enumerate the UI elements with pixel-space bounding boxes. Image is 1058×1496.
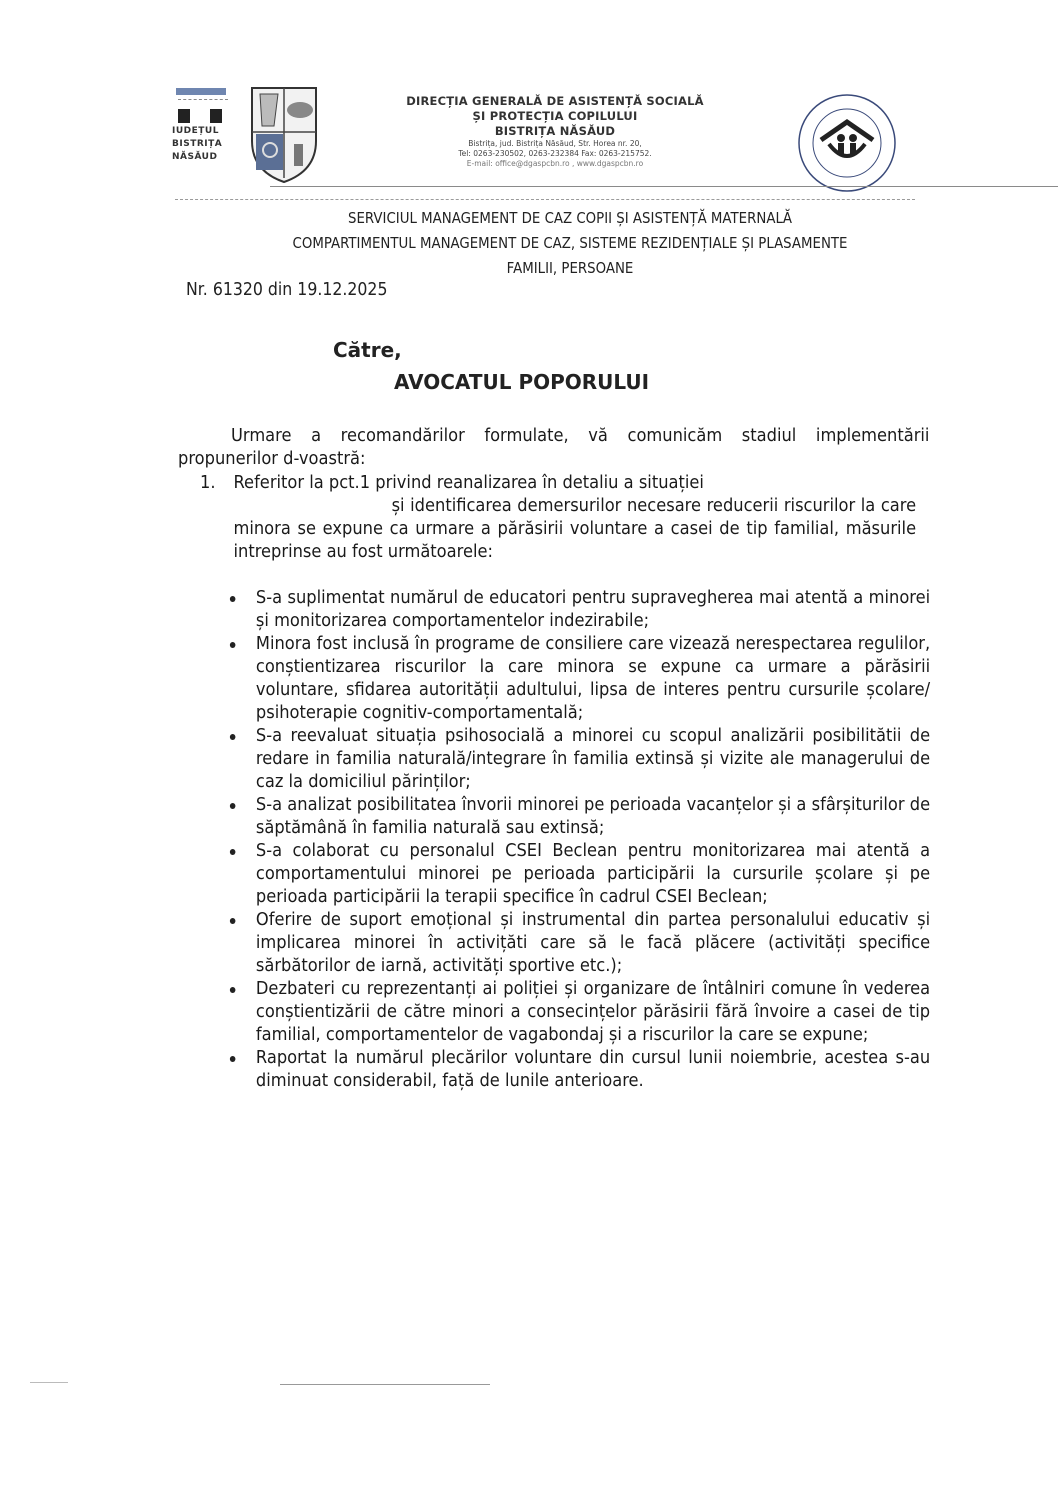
footer-mark-left (30, 1382, 68, 1383)
list-item-text: S-a suplimentat numărul de educatori pentru supravegherea mai atentă a minorei și monitorizarea comportamentelor indezirabile; (255, 588, 931, 631)
list-item (228, 909, 930, 978)
list-item (228, 794, 930, 840)
institution-name-line-2: ȘI PROTECȚIA COPILULUI (472, 109, 638, 123)
footer-mark-right (280, 1384, 490, 1385)
list-item-text: Raportat la numărul plecărilor voluntare din cursul lunii noiembrie, acestea s-au diminuat considerabil, față de lunile anterioare. (255, 1048, 931, 1091)
list-item (228, 978, 930, 1047)
bullet-icon (230, 642, 236, 648)
county-name-line-2: BISTRIȚA (172, 139, 223, 149)
coat-of-arms-icon (250, 86, 318, 184)
bullet-icon (230, 1056, 236, 1062)
header-rule (270, 186, 1058, 187)
list-item (228, 1047, 930, 1093)
bullet-icon (230, 734, 236, 740)
measures-list (228, 587, 930, 1093)
list-item-text: Minora fost inclusă în programe de consiliere care vizează nerespectarea regulilor, conștientizarea riscurilor la care minora se expune ca urmare a părăsirii voluntare, sfidarea autorității adultului, lipsa de interes pentru cursurile școlare/ psihoterapie cognitiv-comportamentală; (255, 634, 931, 723)
lead-paragraph: Urmare a recomandărilor formulate, vă comunicăm stadiul implementării propunerilor d-voastră: (178, 426, 930, 469)
county-name-line-1: IUDEȚUL (172, 126, 219, 136)
recipient: AVOCATUL POPORULUI (394, 370, 650, 394)
numbered-item-1 (200, 472, 916, 564)
list-item-text: Dezbateri cu reprezentanți ai poliției și organizare de întâlniri comune în vederea conștientizării de către minori a consecințelor părăsirii fără învoire a casei de tip familial, comportamentelor de vagabondaj și a riscurilor la care se expune; (255, 979, 931, 1045)
institution-name-line-1: DIRECȚIA GENERALĂ DE ASISTENȚĂ SOCIALĂ (406, 94, 704, 108)
service-line-2: COMPARTIMENTUL MANAGEMENT DE CAZ, SISTEME REZIDENȚIALE ȘI PLASAMENTE (292, 234, 848, 252)
county-name-line-3: NĂSĂUD (172, 152, 218, 162)
service-line-1: SERVICIUL MANAGEMENT DE CAZ COPII ȘI ASISTENȚĂ MATERNALĂ (348, 209, 792, 227)
list-item-text: Oferire de suport emoțional și instrumental din partea personalului educativ și implicarea minorei în activițăti care să le facă plăcere (activități specifice sărbătorilor de iarnă, activități sportive etc.); (255, 910, 931, 976)
institution-email[interactable]: E-mail: office@dgaspcbn.ro , www.dgaspcbn.ro (466, 159, 644, 168)
institution-phone: Tel: 0263-230502, 0263-232384 Fax: 0263-215752. (458, 149, 652, 158)
item-number: 1. (200, 473, 216, 493)
bullet-icon (230, 987, 236, 993)
county-logo (168, 88, 263, 164)
county-logo-bar (176, 88, 226, 95)
list-item (228, 587, 930, 633)
institution-header (360, 94, 750, 169)
salutation: Către, (333, 338, 402, 362)
bullet-icon (230, 849, 236, 855)
item1-text-part-b: și identificarea demersurilor necesare reducerii riscurilor la care minora se expune ca urmare a părăsirii voluntare a casei de tip familial, măsurile intreprinse au fost următoarele: (233, 496, 917, 562)
county-logo-divider (178, 99, 228, 103)
dgaspc-seal-icon (785, 88, 910, 198)
registration-number: Nr. 61320 din 19.12.2025 (186, 280, 388, 300)
list-item (228, 725, 930, 794)
list-item-text: S-a analizat posibilitatea învorii minorei pe perioada vacanțelor și a sfârșiturilor de săptămână în familia naturală sau extinsă; (255, 795, 931, 838)
list-item-text: S-a reevaluat situația psihosocială a minorei cu scopul analizării posibilitătii de redare in familia naturală/integrare în familia extinsă și vizite ale managerului de caz la domiciliul părinților; (255, 726, 931, 792)
bullet-icon (230, 918, 236, 924)
institution-address: Bistrița, jud. Bistrița Năsăud, Str. Horea nr. 20, (468, 139, 642, 148)
institution-name-line-3: BISTRIȚA NĂSĂUD (494, 124, 616, 138)
item1-text-part-a: Referitor la pct.1 privind reanalizarea în detaliu a situației (233, 473, 704, 493)
list-item-text: S-a colaborat cu personalul CSEI Beclean pentru monitorizarea mai atentă a comportamentului minorei pe perioada participării la cursurile școlare și pe perioada participării la terapii specifice în cadrul CSEI Beclean; (255, 841, 931, 907)
bullet-icon (230, 596, 236, 602)
header-dashed-rule (175, 199, 915, 200)
service-heading (243, 206, 897, 281)
list-item (228, 633, 930, 725)
list-item (228, 840, 930, 909)
bullet-icon (230, 803, 236, 809)
service-line-3: FAMILII, PERSOANE (506, 259, 634, 277)
